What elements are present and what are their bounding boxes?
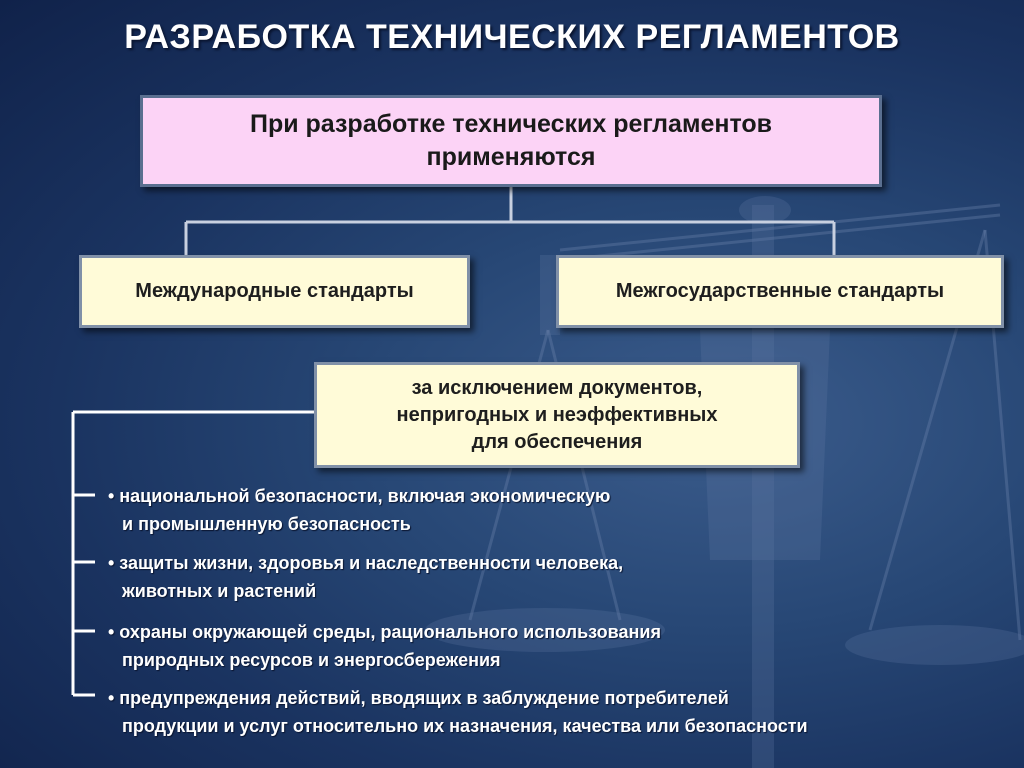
page-title: РАЗРАБОТКА ТЕХНИЧЕСКИХ РЕГЛАМЕНТОВ (124, 18, 900, 56)
top-box (140, 95, 882, 187)
exception-line1: за исключением документов, (411, 376, 703, 399)
top-box-line2: применяются (426, 143, 596, 171)
exception-box (314, 362, 800, 468)
top-box-line1: При разработке технических регламентов (249, 110, 773, 138)
international-standards-label: Международные стандарты (135, 280, 414, 302)
list-item-line1: • национальной безопасности, включая экономическую (108, 486, 611, 506)
list-item-line2: продукции и услуг относительно их назначения, качества или безопасности (122, 716, 808, 736)
interstate-standards-label: Межгосударственные стандарты (615, 280, 945, 302)
list-item-line2: животных и растений (122, 581, 317, 601)
list-item-line1: • предупреждения действий, вводящих в заблуждение потребителей (108, 688, 729, 708)
list-item (108, 482, 610, 538)
list-item (108, 618, 661, 674)
list-item-line2: природных ресурсов и энергосбережения (122, 650, 501, 670)
exception-line2: непригодных и неэффективных (396, 403, 718, 426)
list-item-line1: • охраны окружающей среды, рационального использования (108, 622, 661, 642)
exception-line3: для обеспечения (471, 430, 643, 453)
interstate-standards-box (556, 255, 1004, 328)
list-item (108, 549, 623, 605)
list-item (108, 684, 808, 740)
list-item-line1: • защиты жизни, здоровья и наследственности человека, (108, 553, 624, 573)
international-standards-box (79, 255, 470, 328)
list-item-line2: и промышленную безопасность (122, 514, 411, 534)
